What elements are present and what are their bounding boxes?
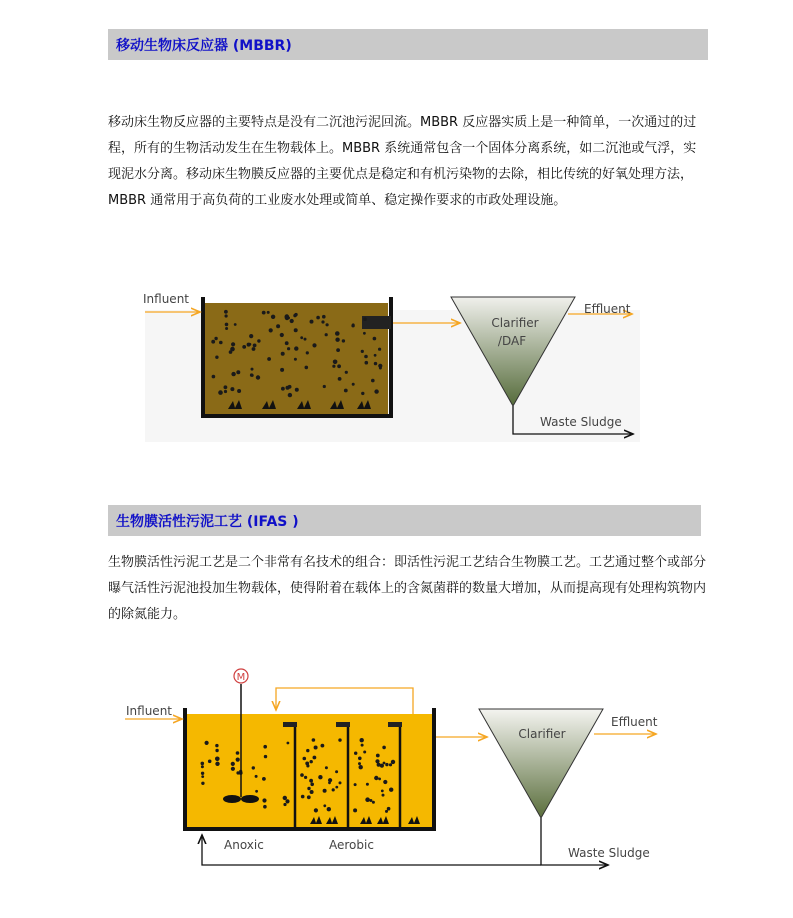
carrier-particle — [201, 772, 204, 775]
carrier-particle — [381, 790, 384, 793]
carrier-particle — [215, 744, 218, 747]
carrier-particle — [224, 310, 228, 314]
carrier-particle — [294, 358, 297, 361]
carrier-particle — [281, 387, 285, 391]
carrier-particle — [215, 356, 218, 359]
carrier-particle — [249, 334, 253, 338]
carrier-particle — [374, 362, 377, 365]
carrier-particle — [342, 339, 345, 342]
carrier-particle — [354, 752, 357, 755]
carrier-particle — [374, 354, 377, 357]
carrier-particle — [310, 783, 314, 787]
carrier-particle — [314, 746, 318, 750]
carrier-particle — [281, 352, 285, 356]
carrier-particle — [300, 336, 303, 339]
carrier-particle — [306, 351, 309, 354]
carrier-particle — [236, 751, 240, 755]
mbbr-section-title: 移动生物床反应器 (MBBR) — [116, 37, 292, 54]
carrier-particle — [287, 347, 290, 350]
carrier-particle — [365, 797, 370, 802]
carrier-particle — [294, 346, 298, 350]
carrier-particle — [231, 762, 235, 766]
carrier-particle — [215, 762, 219, 766]
carrier-particle — [262, 311, 266, 315]
carrier-particle — [280, 368, 284, 372]
carrier-particle — [285, 314, 290, 319]
carrier-particle — [225, 327, 228, 330]
carrier-particle — [215, 757, 220, 762]
carrier-particle — [250, 373, 253, 376]
carrier-particle — [335, 338, 339, 342]
carrier-particle — [310, 320, 314, 324]
carrier-particle — [323, 804, 326, 807]
carrier-particle — [353, 808, 357, 812]
carrier-particle — [283, 803, 286, 806]
carrier-particle — [252, 347, 256, 351]
carrier-particle — [335, 770, 338, 773]
carrier-particle — [242, 345, 246, 349]
carrier-particle — [201, 765, 204, 768]
mbbr-clarifier-label-2: /DAF — [497, 334, 527, 348]
carrier-particle — [304, 338, 307, 341]
carrier-particle — [389, 788, 393, 792]
ifas-influent-label: Influent — [126, 704, 173, 718]
carrier-particle — [301, 795, 305, 799]
carrier-particle — [363, 751, 366, 754]
mbbr-description: 移动床生物反应器的主要特点是没有二沉池污泥回流。MBBR 反应器实质上是一种简单，一次通过的过程，所有的生物活动发生在生物载体上。MBBR 系统通常包含一个固体分离系统，如二沉池或气浮，实现泥水分离。移动床生物膜反应器的主要优点是稳定和有机污染物的去除，相比传统的好氧处理方法，MBBR 通常用于高负荷的工业废水处理或简单、稳定操作要求的市政处理设施。 — [108, 115, 697, 208]
carrier-particle — [283, 796, 287, 800]
carrier-particle — [354, 783, 357, 786]
carrier-particle — [323, 789, 327, 793]
carrier-particle — [306, 764, 309, 767]
carrier-particle — [379, 367, 382, 370]
mbbr-influent-label: Influent — [143, 292, 190, 306]
carrier-particle — [280, 333, 284, 337]
carrier-particle — [306, 749, 309, 752]
carrier-particle — [371, 379, 375, 383]
carrier-particle — [376, 754, 380, 758]
carrier-particle — [325, 766, 328, 769]
carrier-particle — [276, 324, 280, 328]
carrier-particle — [372, 801, 375, 804]
carrier-particle — [312, 343, 316, 347]
carrier-particle — [236, 758, 240, 762]
carrier-particle — [327, 807, 331, 811]
aerobic-zone-label: Aerobic — [329, 838, 374, 852]
carrier-particle — [288, 393, 292, 397]
carrier-particle — [389, 763, 392, 766]
carrier-particle — [264, 755, 267, 758]
carrier-particle — [231, 767, 235, 771]
carrier-particle — [249, 343, 252, 346]
carrier-particle — [205, 741, 209, 745]
carrier-particle — [336, 348, 340, 352]
carrier-particle — [211, 340, 215, 344]
carrier-particle — [307, 795, 311, 799]
carrier-particle — [201, 782, 204, 785]
ifas-section-title: 生物膜活性污泥工艺 (IFAS ) — [116, 513, 299, 530]
carrier-particle — [300, 773, 304, 777]
carrier-particle — [360, 738, 364, 742]
carrier-particle — [236, 370, 240, 374]
carrier-particle — [321, 744, 325, 748]
carrier-particle — [303, 757, 307, 761]
carrier-particle — [358, 762, 361, 765]
carrier-particle — [351, 324, 354, 327]
carrier-particle — [287, 742, 290, 745]
carrier-particle — [365, 361, 369, 365]
carrier-particle — [332, 788, 335, 791]
carrier-particle — [361, 744, 364, 747]
carrier-particle — [339, 781, 342, 784]
carrier-particle — [382, 794, 385, 797]
carrier-particle — [262, 798, 266, 802]
carrier-particle — [361, 350, 364, 353]
carrier-particle — [328, 781, 331, 784]
carrier-particle — [332, 365, 335, 368]
carrier-particle — [285, 799, 289, 803]
carrier-particle — [257, 339, 260, 342]
ifas-waste-sludge-label: Waste Sludge — [568, 846, 650, 860]
carrier-particle — [383, 762, 386, 765]
mbbr-outlet-weir — [362, 316, 391, 329]
carrier-particle — [290, 319, 294, 323]
carrier-particle — [255, 790, 258, 793]
carrier-particle — [310, 760, 313, 763]
carrier-particle — [263, 805, 267, 809]
carrier-particle — [326, 323, 329, 326]
mbbr-waste-sludge-label: Waste Sludge — [540, 415, 622, 429]
carrier-particle — [374, 389, 378, 393]
carrier-particle — [293, 314, 296, 317]
carrier-particle — [231, 342, 235, 346]
carrier-particle — [269, 328, 273, 332]
carrier-particle — [262, 777, 266, 781]
carrier-particle — [391, 760, 395, 764]
carrier-particle — [215, 749, 218, 752]
carrier-particle — [237, 389, 241, 393]
ifas-description: 生物膜活性污泥工艺是二个非常有名技术的组合：即活性污泥工艺结合生物膜工艺。工艺通过整个或部分曝气活性污泥池投加生物载体，使得附着在载体上的含氮菌群的数量大增加，从而提高现有处理构筑物内的除氮能力。 — [108, 555, 707, 622]
carrier-particle — [286, 386, 290, 390]
carrier-particle — [383, 780, 387, 784]
carrier-particle — [335, 331, 340, 336]
anoxic-zone-label: Anoxic — [224, 838, 264, 852]
carrier-particle — [378, 348, 381, 351]
mbbr-diagram — [143, 292, 640, 442]
carrier-particle — [385, 763, 388, 766]
carrier-particle — [378, 778, 381, 781]
carrier-particle — [225, 314, 228, 317]
ifas-tank-liquid — [187, 714, 432, 827]
carrier-particle — [313, 756, 317, 760]
mbbr-clarifier-label: Clarifier — [491, 316, 539, 330]
carrier-particle — [252, 766, 255, 769]
carrier-particle — [218, 390, 223, 395]
carrier-particle — [294, 328, 298, 332]
carrier-particle — [201, 762, 205, 766]
carrier-particle — [225, 323, 229, 327]
carrier-particle — [312, 738, 316, 742]
carrier-particle — [236, 771, 239, 774]
carrier-particle — [316, 316, 320, 320]
carrier-particle — [263, 745, 267, 749]
carrier-particle — [366, 783, 369, 786]
carrier-particle — [338, 377, 342, 381]
carrier-particle — [253, 344, 257, 348]
ifas-effluent-label: Effluent — [611, 715, 658, 729]
carrier-particle — [358, 757, 362, 761]
carrier-particle — [374, 776, 378, 780]
carrier-particle — [230, 387, 234, 391]
carrier-particle — [359, 765, 363, 769]
carrier-particle — [352, 383, 355, 386]
carrier-particle — [345, 371, 348, 374]
mbbr-effluent-label: Effluent — [584, 302, 631, 316]
carrier-particle — [224, 385, 228, 389]
carrier-particle — [212, 375, 216, 379]
carrier-particle — [256, 375, 260, 379]
carrier-particle — [267, 311, 270, 314]
carrier-particle — [344, 389, 348, 393]
carrier-particle — [285, 341, 289, 345]
ifas-clarifier — [479, 709, 603, 818]
carrier-particle — [335, 786, 338, 789]
carrier-particle — [322, 315, 326, 319]
carrier-particle — [295, 388, 299, 392]
carrier-particle — [364, 355, 368, 359]
carrier-particle — [387, 807, 391, 811]
carrier-particle — [231, 372, 235, 376]
carrier-particle — [304, 776, 307, 779]
carrier-particle — [305, 366, 309, 370]
carrier-particle — [310, 790, 314, 794]
motor-label: M — [236, 672, 246, 683]
carrier-particle — [214, 337, 217, 340]
carrier-particle — [338, 738, 341, 741]
carrier-particle — [208, 760, 212, 764]
carrier-particle — [267, 357, 271, 361]
carrier-particle — [321, 320, 324, 323]
ifas-clarifier-label: Clarifier — [518, 727, 566, 741]
carrier-particle — [333, 360, 338, 365]
carrier-particle — [224, 390, 227, 393]
carrier-particle — [363, 317, 367, 321]
carrier-particle — [309, 779, 313, 783]
carrier-particle — [271, 315, 275, 319]
carrier-particle — [255, 775, 258, 778]
carrier-particle — [307, 787, 310, 790]
carrier-particle — [385, 810, 388, 813]
carrier-particle — [325, 333, 328, 336]
carrier-particle — [337, 364, 341, 368]
carrier-particle — [361, 392, 364, 395]
carrier-particle — [375, 759, 379, 763]
carrier-particle — [229, 350, 233, 354]
carrier-particle — [377, 763, 381, 767]
ifas-diagram — [125, 669, 658, 865]
carrier-particle — [251, 368, 254, 371]
carrier-particle — [318, 775, 322, 779]
carrier-particle — [201, 775, 204, 778]
internal-recycle-arrow — [276, 688, 413, 714]
carrier-particle — [382, 746, 386, 750]
carrier-particle — [323, 385, 326, 388]
carrier-particle — [363, 332, 366, 335]
carrier-particle — [373, 337, 377, 341]
carrier-particle — [314, 808, 318, 812]
carrier-particle — [219, 341, 223, 345]
carrier-particle — [234, 323, 237, 326]
